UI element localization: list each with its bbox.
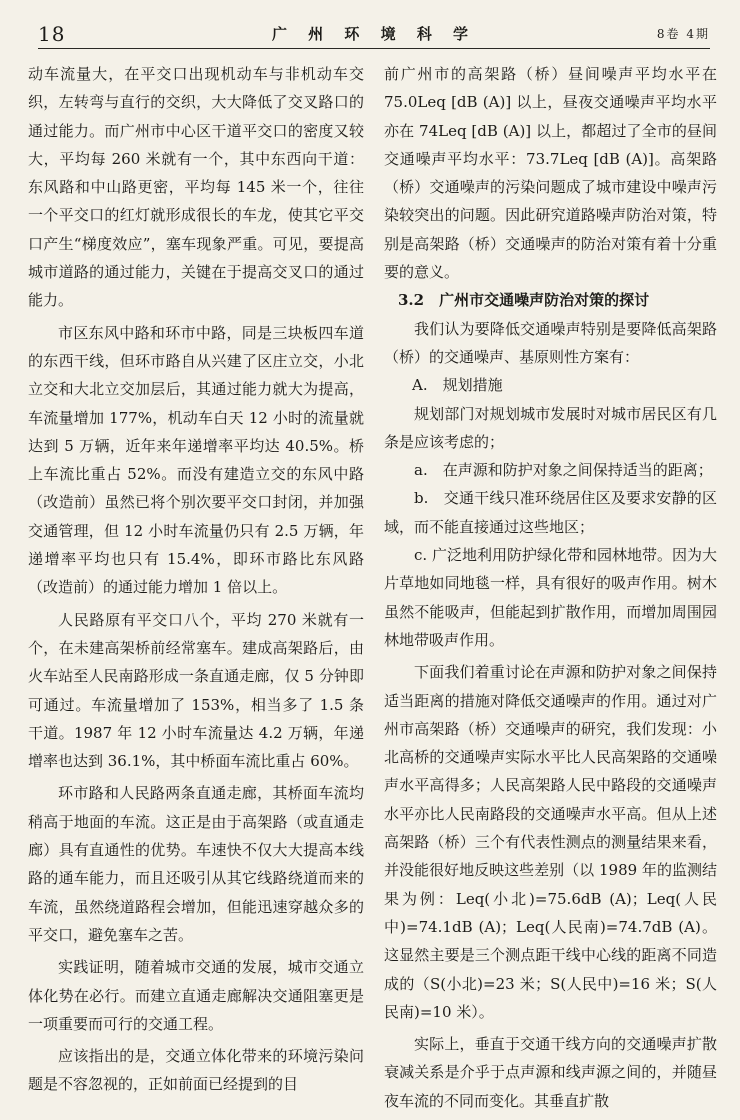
list-item: b. 交通干线只准环绕居住区及要求安静的区域，而不能直接通过这些地区； xyxy=(384,489,717,536)
paragraph: 实践证明，随着城市交通的发展，城市交通立体化势在必行。而建立直通走廊解决交通阻塞更是一项重要而可行的交通工程。 xyxy=(28,958,364,1033)
paragraph: 下面我们着重讨论在声源和防护对象之间保持适当距离的措施对降低交通噪声的作用。通过对广州市高架路（桥）交通噪声的研究，我们发现：小北高桥的交通噪声实际水平比人民高架路的交通噪声水平高得多；人民高架路人民中路段的交通噪声水平亦比人民南路段的交通噪声水平高。但从上述高架路（桥）三个有代表性测点的测量结果来看，并没能很好地反映这些差别（以 1989 年的监测结果为例：Leq(小北)=75.6dB (A)；Leq(人民中)=74.1dB (A)；Leq(人民南)=74.7dB (A)。这显然主要是三个测点距干线中心线的距离不同造成的（S(小北)=23 米；S(人民中)=16 米；S(人民南)=10 米）。 xyxy=(384,663,717,1021)
paragraph: 实际上，垂直于交通干线方向的交通噪声扩散衰减关系是介乎于点声源和线声源之间的，并随昼夜车流的不同而变化。其垂直扩散 xyxy=(384,1035,717,1110)
paragraph: 前广州市的高架路（桥）昼间噪声平均水平在 75.0Leq [dB (A)] 以上，昼夜交通噪声平均水平亦在 74Leq [dB (A)] 以上，都超过了全市的昼间交通噪声平均水平：73.7Leq [dB (A)]。高架路（桥）交通噪声的污染问题成了城市建设中噪声污染较突出的问题。因此研究道路噪声防治对策，特别是高架路（桥）交通噪声的防治对策有着十分重要的意义。 xyxy=(384,65,717,282)
left-column xyxy=(28,60,364,1099)
paragraph: 应该指出的是，交通立体化带来的环境污染问题是不容忽视的，正如前面已经提到的目 xyxy=(28,1047,364,1094)
right-column xyxy=(384,60,717,1115)
paragraph: 人民路原有平交口八个，平均 270 米就有一个，在未建高架桥前经常塞车。建成高架路后，由火车站至人民南路形成一条直通走廊，仅 5 分钟即可通过。车流量增加了 153%，相当多了 1.5 条干道。1987 年 12 小时车流量达 4.2 万辆，年递增率也达到 36.1%，其中桥面车流比重占 60%。 xyxy=(28,610,364,771)
list-item: a. 在声源和防护对象之间保持适当的距离； xyxy=(414,461,713,480)
page-number: 18 xyxy=(38,22,66,46)
paragraph: 环市路和人民路两条直通走廊，其桥面车流均稍高于地面的车流。这正是由于高架路（或直通走廊）具有直通性的优势。车速快不仅大大提高本线路的通车能力，而且还吸引从其它线路绕道而来的车流，虽然绕道路程会增加，但能迅速穿越众多的平交口，避免塞车之苦。 xyxy=(28,784,364,944)
subheading: A. 规划措施 xyxy=(412,376,503,395)
list-item: c. 广泛地利用防护绿化带和园林地带。因为大片草地如同地毯一样，具有很好的吸声作用。树木虽然不能吸声，但能起到扩散作用，而增加周围园林地带吸声作用。 xyxy=(384,546,717,649)
journal-title: 广 州 环 境 科 学 xyxy=(271,25,477,43)
paragraph: 动车流量大，在平交口出现机动车与非机动车交织，左转弯与直行的交织，大大降低了交叉路口的通过能力。而广州市中心区干道平交口的密度又较大，平均每 260 米就有一个，其中东西向干道：东风路和中山路更密，平均每 145 米一个，往往一个平交口的红灯就形成很长的车龙，使其它平交口产生“梯度效应”，塞车现象严重。可见，要提高城市道路的通过能力，关键在于提高交叉口的通过能力。 xyxy=(28,65,364,310)
paragraph: 我们认为要降低交通噪声特别是要降低高架路（桥）的交通噪声、基原则性方案有： xyxy=(384,319,717,366)
section-heading: 3.2 广州市交通噪声防治对策的探讨 xyxy=(398,291,650,310)
page-header xyxy=(38,18,710,49)
paragraph: 规划部门对规划城市发展时对城市居民区有几条是应该考虑的； xyxy=(384,404,717,451)
issue-label: 8卷 4期 xyxy=(656,27,710,41)
paragraph: 市区东风中路和环市中路，同是三块板四车道的东西干线，但环市路自从兴建了区庄立交，小北立交和大北立交加层后，其通过能力就大为提高，车流量增加 177%，机动车白天 12 小时的流量就达到 5 万辆，近年来年递增率平均达 40.5%。桥上车流比重占 52%。而没有建造立交的东风中路（改造前）虽然已将个别次要平交口封闭，并加强交通管理，但 12 小时车流量仍只有 2.5 万辆，年递增率平均也只有 15.4%，即环市路比东风路（改造前）的通过能力增加 1 倍以上。 xyxy=(28,323,364,597)
